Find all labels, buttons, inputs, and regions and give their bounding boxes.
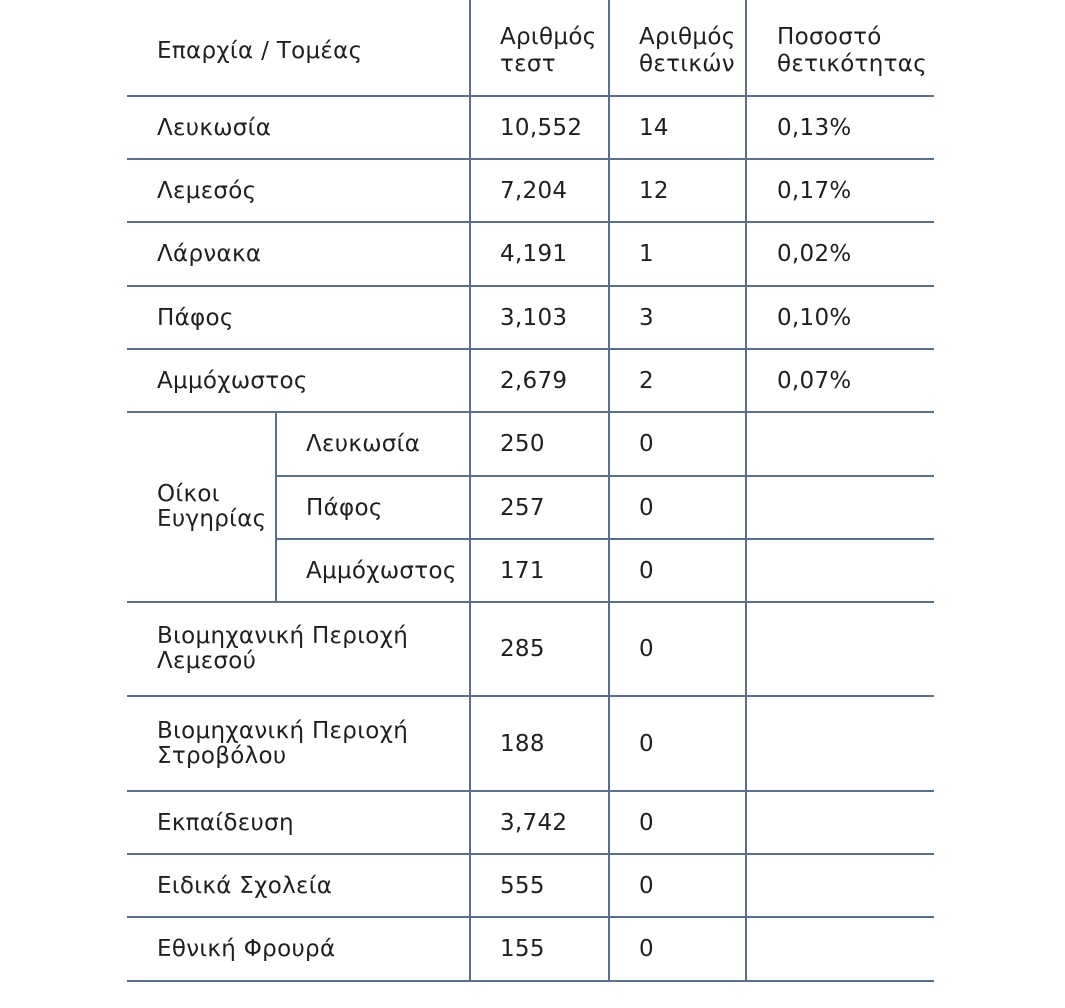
- row-positives: 0: [639, 494, 654, 521]
- row-positives: 0: [639, 730, 654, 757]
- row-label: Λεμεσός: [157, 177, 257, 204]
- row-positives: 0: [639, 636, 654, 662]
- row-label: [157, 697, 408, 790]
- row-tests: 155: [500, 936, 545, 962]
- row-label: Λευκωσία: [157, 114, 272, 141]
- col-divider: [745, 0, 747, 982]
- row-rate: 0,17%: [777, 177, 852, 204]
- row-rate: 0,02%: [777, 241, 852, 267]
- header-positives-text: Αριθμός θετικών: [639, 24, 736, 77]
- care-homes-label-text: Οίκοι Ευγηρίας: [157, 481, 267, 532]
- row-divider: [127, 980, 934, 982]
- row-rate: 0,07%: [777, 367, 852, 394]
- col-divider: [469, 0, 471, 982]
- row-tests: 2,679: [500, 367, 568, 394]
- row-positives: 0: [639, 872, 654, 899]
- row-tests: 285: [500, 636, 545, 662]
- row-positives: 0: [639, 431, 654, 457]
- row-tests: 10,552: [500, 114, 583, 141]
- row-positives: 0: [639, 809, 654, 836]
- row-label: Ειδικά Σχολεία: [157, 872, 333, 899]
- row-tests: 257: [500, 494, 545, 521]
- care-homes-label: [157, 413, 266, 601]
- row-tests: 171: [500, 557, 545, 584]
- row-label-text: Βιομηχανική Περιοχή Λεμεσού: [157, 623, 409, 674]
- results-table: [127, 0, 934, 982]
- row-tests: 188: [500, 730, 545, 757]
- header-positives: [639, 20, 736, 82]
- row-label: Αμμόχωστος: [157, 367, 308, 394]
- row-positives: 14: [639, 114, 669, 141]
- row-positives: 3: [639, 304, 654, 331]
- row-positives: 2: [639, 367, 654, 394]
- row-tests: 555: [500, 872, 545, 899]
- row-tests: 3,103: [500, 304, 568, 331]
- row-label: Εθνική Φρουρά: [157, 936, 336, 962]
- row-label-text: Βιομηχανική Περιοχή Στροβόλου: [157, 717, 409, 769]
- row-tests: 3,742: [500, 809, 568, 836]
- row-label: Λάρνακα: [157, 241, 262, 267]
- row-label: Αμμόχωστος: [306, 557, 457, 584]
- header-tests: [500, 20, 597, 82]
- row-label: Πάφος: [157, 304, 234, 331]
- row-tests: 7,204: [500, 177, 568, 204]
- sub-col-divider: [275, 412, 277, 602]
- header-rate-text: Ποσοστό θετικότητας: [777, 24, 927, 77]
- header-rate: [777, 20, 927, 82]
- row-tests: 4,191: [500, 241, 568, 267]
- row-rate: 0,10%: [777, 304, 852, 331]
- header-region: Επαρχία / Τομέας: [157, 37, 363, 64]
- row-rate: 0,13%: [777, 114, 852, 141]
- col-divider: [608, 0, 610, 982]
- row-label: Λευκωσία: [306, 431, 421, 457]
- row-label: Πάφος: [306, 494, 383, 521]
- row-positives: 0: [639, 936, 654, 962]
- header-tests-text: Αριθμός τεστ: [500, 24, 597, 77]
- row-positives: 0: [639, 557, 654, 584]
- row-label: Εκπαίδευση: [157, 809, 294, 836]
- row-positives: 1: [639, 241, 654, 267]
- row-positives: 12: [639, 177, 669, 204]
- row-tests: 250: [500, 431, 545, 457]
- row-label: [157, 603, 408, 695]
